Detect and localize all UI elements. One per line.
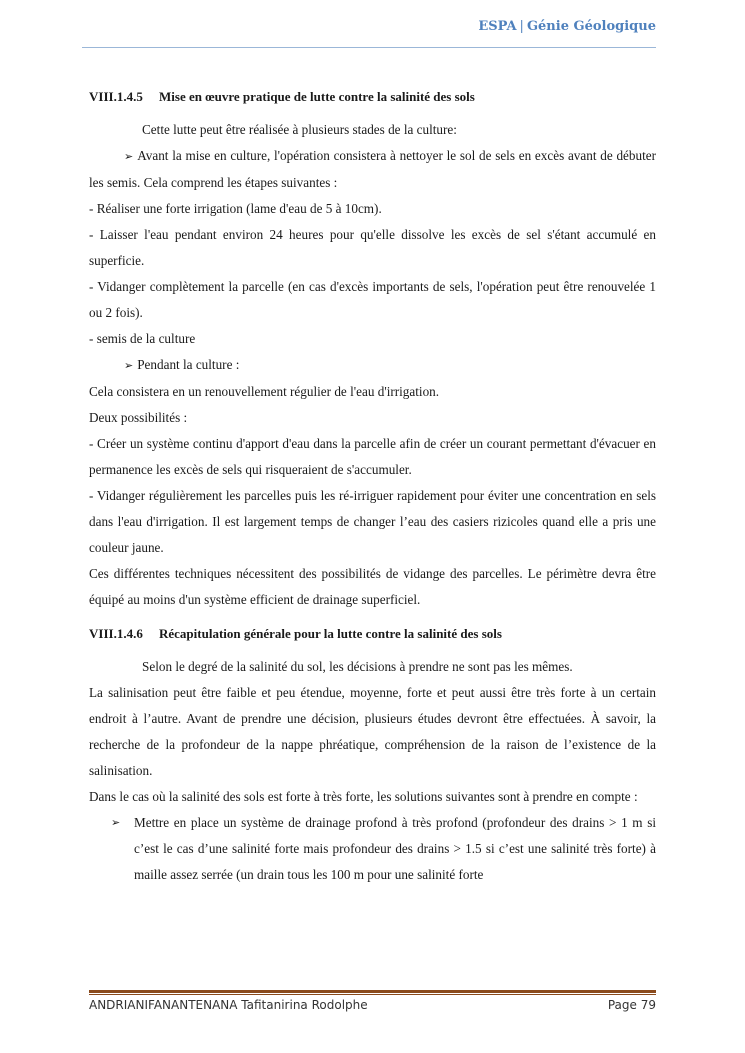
bullet-text: Avant la mise en culture, l'opération consistera à nettoyer le sol de sels en excès avant de débuter les semis. Cela comprend les étapes suivantes : [89,148,656,190]
section1-bullet-1 [89,143,656,196]
bullet-text: Mettre en place un système de drainage profond à très profond (profondeur des drains > 1 m si c’est le cas d’une salinité forte mais profondeur des drains > 1.5 si c’est une salinité très forte) à maille assez serrée (un drain tous les 100 m pour une salinité forte [134,815,656,882]
header-dept: Génie Géologique [526,19,656,34]
section-number: VIII.1.4.5 [89,89,143,104]
step-3: - Vidanger complètement la parcelle (en cas d'excès importants de sels, l'opération peut être renouvelée 1 ou 2 fois). [89,279,656,320]
section2-intro: Selon le degré de la salinité du sol, les décisions à prendre ne sont pas les mêmes. [142,659,573,674]
header-rule [82,47,656,48]
section-heading-2 [89,623,656,645]
header-org: ESPA [478,19,517,34]
bullet-text: Pendant la culture : [137,357,240,372]
arrow-bullet-icon: ➢ [124,150,134,163]
arrow-bullet-icon: ➢ [111,816,121,829]
section1-bullet-2 [89,352,656,379]
paragraph: Dans le cas où la salinité des sols est forte à très forte, les solutions suivantes sont à prendre en compte : [89,789,638,804]
option-1: - Créer un système continu d'apport d'eau dans la parcelle afin de créer un courant permettant d'évacuer en permanence les excès de sels qui risqueraient de s'accumuler. [89,436,656,477]
section2-bullet-1 [89,810,656,888]
page-header [478,19,656,34]
footer-page-number: Page 79 [607,998,656,1012]
section-title: Récapitulation générale pour la lutte contre la salinité des sols [159,626,502,641]
paragraph: Ces différentes techniques nécessitent des possibilités de vidange des parcelles. Le périmètre devra être équipé au moins d'un système efficient de drainage superficiel. [89,566,656,607]
arrow-bullet-icon: ➢ [124,359,134,372]
paragraph: La salinisation peut être faible et peu étendue, moyenne, forte et peut aussi être très forte à un certain endroit à l’autre. Avant de prendre une décision, plusieurs études devront être effectuées. À savoir, la recherche de la profondeur de la nappe phréatique, compréhension de la raison de l’existence de la salinisation. [89,685,656,778]
paragraph: Cela consistera en un renouvellement régulier de l'eau d'irrigation. [89,384,440,399]
option-2: - Vidanger régulièrement les parcelles puis les ré-irriguer rapidement pour éviter une concentration en sels dans l'eau d'irrigation. Il est largement temps de changer l’eau des casiers rizicoles quand elle a pris une couleur jaune. [89,488,656,555]
section-heading-1 [89,86,656,108]
step-1: - Réaliser une forte irrigation (lame d'eau de 5 à 10cm). [89,201,382,216]
section-title: Mise en œuvre pratique de lutte contre la salinité des sols [159,89,475,104]
page-body [89,86,656,888]
step-4: - semis de la culture [89,331,196,346]
footer-rule-thin [89,994,656,995]
footer-author: ANDRIANIFANANTENANA Tafitanirina Rodolphe [89,998,368,1012]
section-number: VIII.1.4.6 [89,626,143,641]
header-separator: | [519,19,524,34]
section1-intro: Cette lutte peut être réalisée à plusieurs stades de la culture: [142,122,457,137]
paragraph: Deux possibilités : [89,410,188,425]
step-2: - Laisser l'eau pendant environ 24 heures pour qu'elle dissolve les excès de sel s'étant accumulé en superficie. [89,227,656,268]
footer-rule-thick [89,990,656,993]
